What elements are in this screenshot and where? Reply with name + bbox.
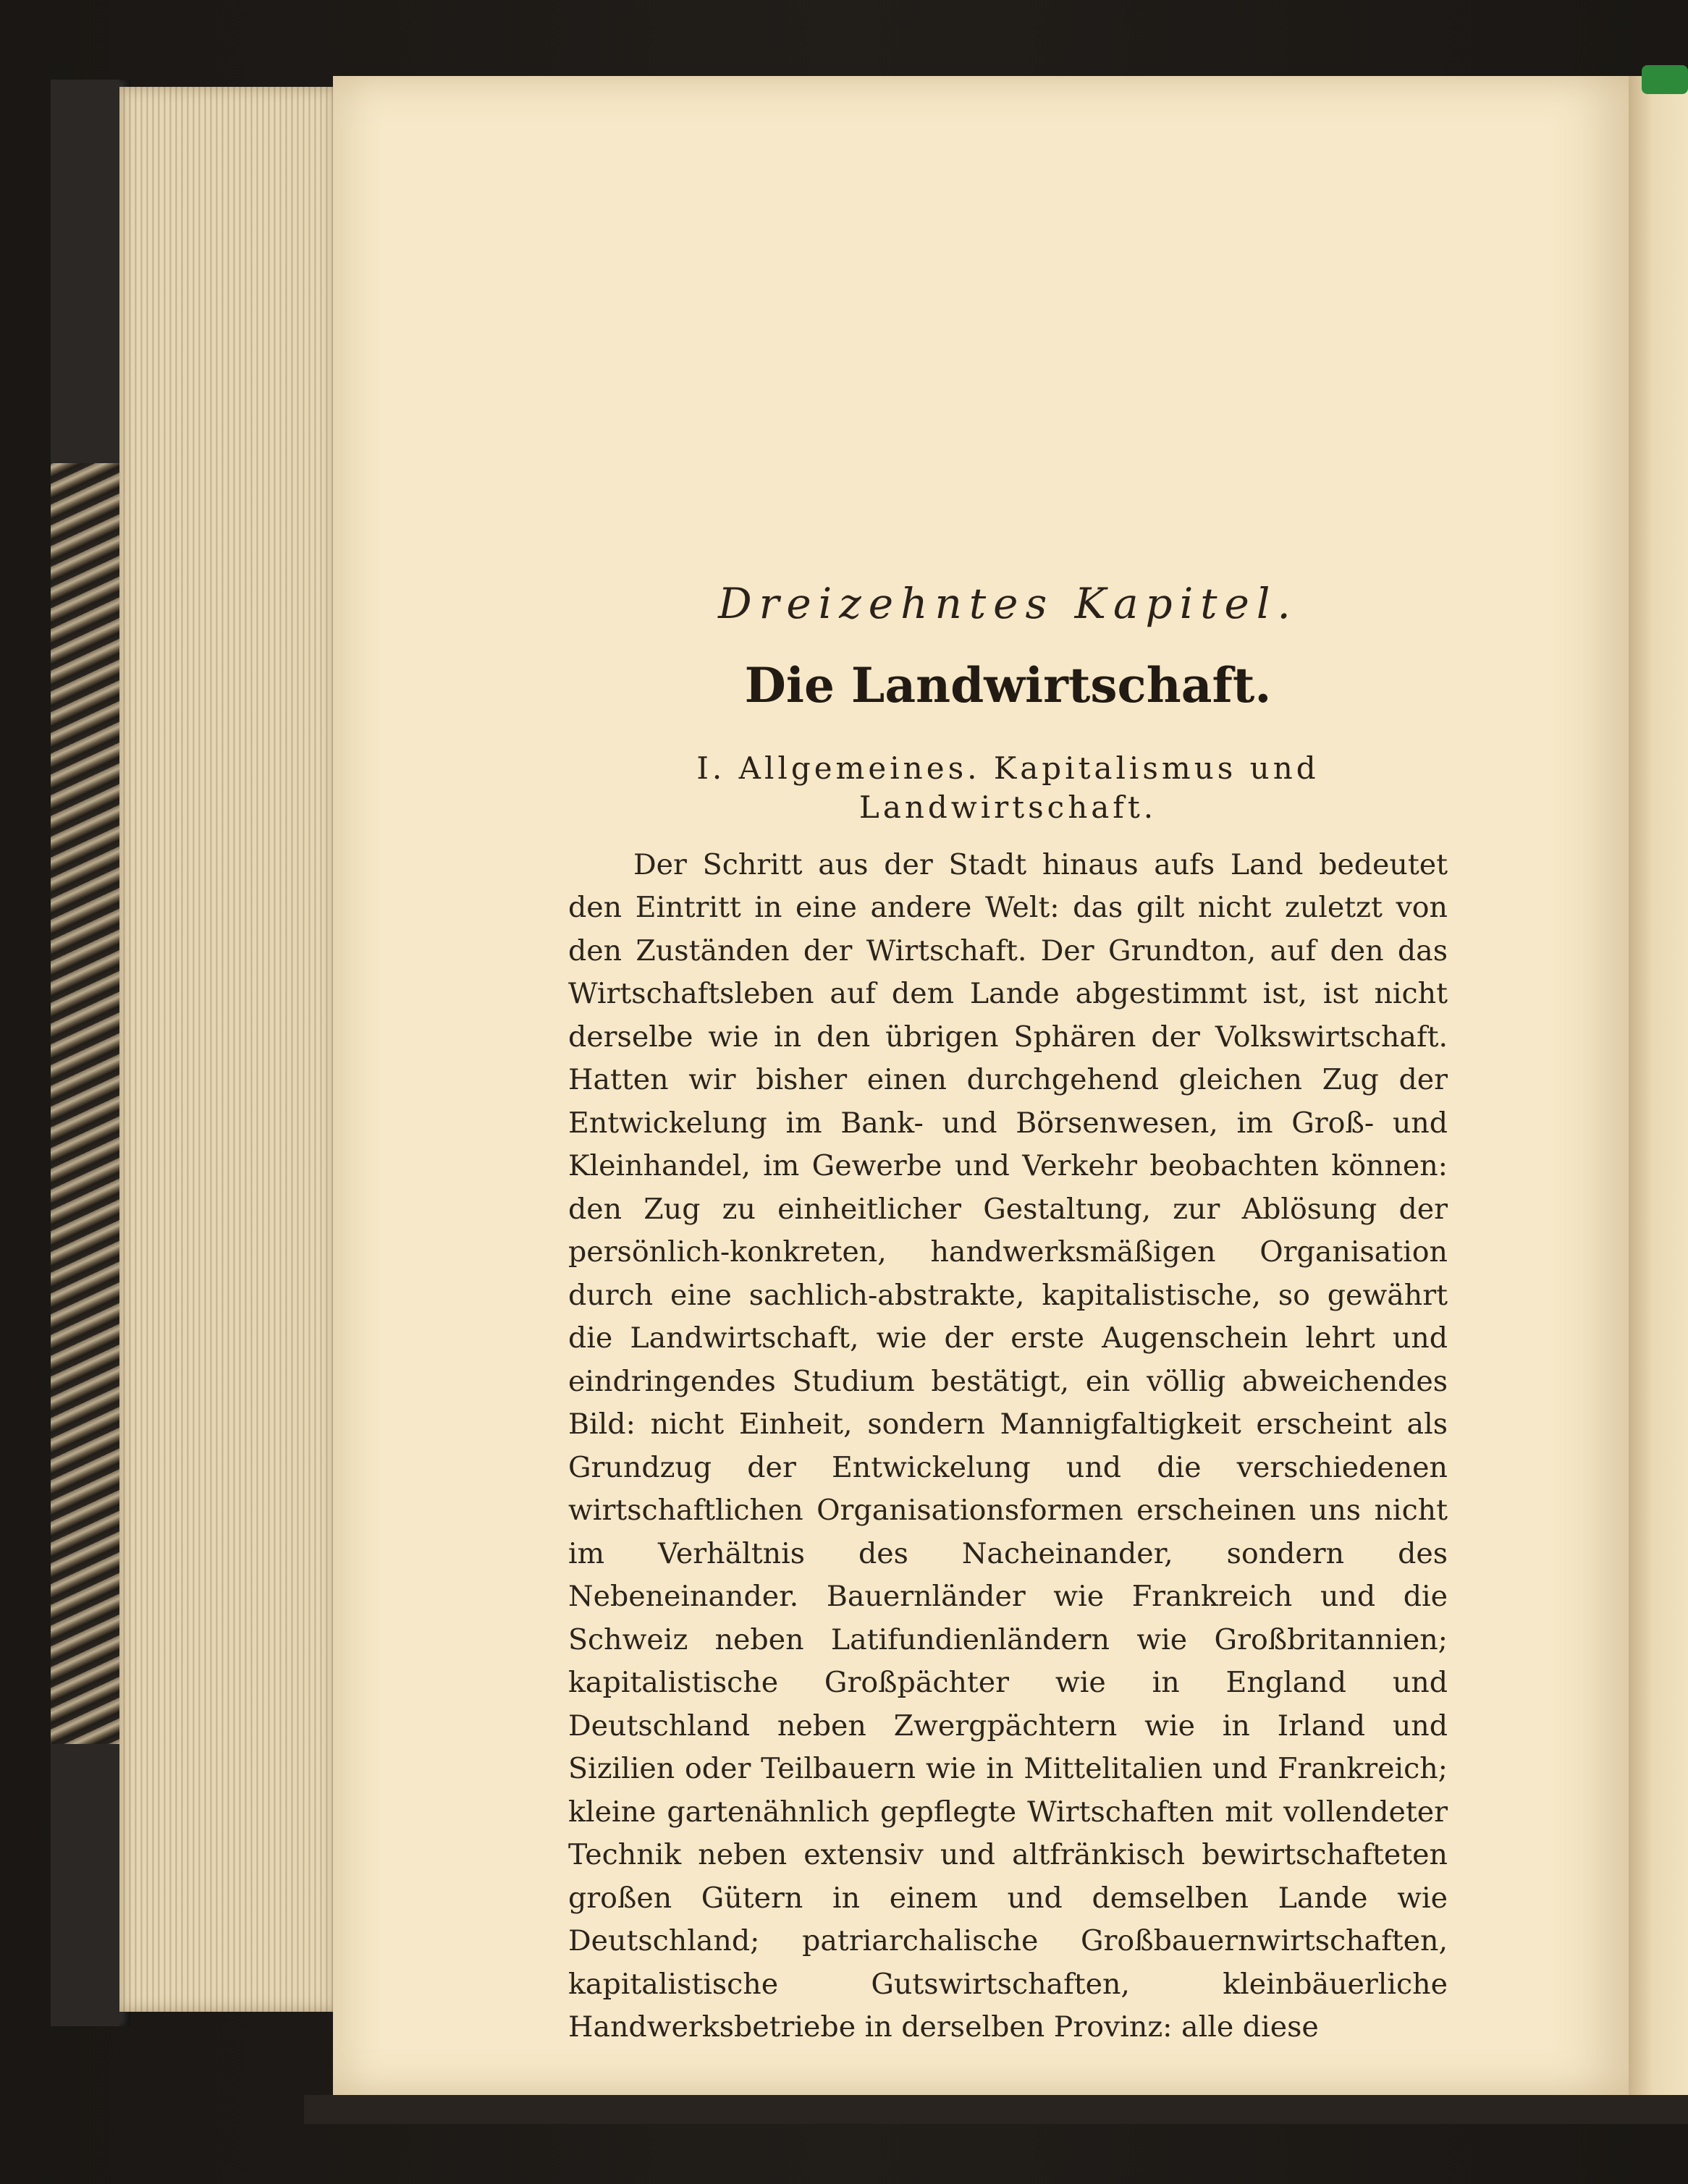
cover-corner-bottom — [51, 1744, 119, 2026]
page-gutter — [1629, 76, 1688, 2095]
bookmark-ribbon — [1642, 65, 1688, 94]
chapter-number: Dreizehntes Kapitel. — [718, 579, 1298, 628]
bottom-shadow — [304, 2095, 1688, 2124]
body-paragraph: Der Schritt aus der Stadt hinaus aufs Land bedeutet den Eintritt in eine andere Welt: das gilt nicht zuletzt von den Zuständen der Wirtschaft. Der Grundton, auf den das Wirtschaftsleben auf dem Lande abgestimmt ist, ist nicht derselbe wie in den übrigen Sphären der Volkswirtschaft. Hatten wir bisher einen durchgehend gleichen Zug der Entwickelung im Bank- und Börsenwesen, im Groß- und Kleinhandel, im Gewerbe und Verkehr beobachten können: den Zug zu einheitlicher Gestaltung, zur Ablösung der persönlich-konkreten, handwerksmäßigen Organisation durch eine sachlich-abstrakte, kapitalistische, so gewährt die Landwirtschaft, wie der erste Augenschein lehrt und eindringendes Studium bestätigt, ein völlig abweichendes Bild: nicht Einheit, sondern Mannigfaltigkeit erscheint als Grundzug der Entwickelung und die verschiedenen wirtschaftlichen Organisationsformen erscheinen uns nicht im Verhältnis des Nacheinander, sondern des Nebeneinander. Bauernländer wie Frankreich und die Schweiz neben Latifundienländern wie Großbritannien; kapitalistische Großpächter wie in England und Deutschland neben Zwergpächtern wie in Irland und Sizilien oder Teilbauern wie in Mittelitalien und Frankreich; kleine gartenähnlich gepflegte Wirtschaften mit vollendeter Technik neben extensiv und altfränkisch bewirtschafteten großen Gütern in einem und demselben Lande wie Deutschland; patriarchalische Großbauernwirtschaften, kapitalistische Gutswirtschaften, kleinbäuerliche Handwerksbetriebe in derselben Provinz: alle diese — [568, 847, 1448, 2044]
chapter-title: Die Landwirtschaft. — [744, 656, 1272, 714]
cover-corner-top — [51, 80, 119, 463]
section-heading: I. Allgemeines. Kapitalismus und Landwirtschaft. — [696, 750, 1320, 826]
marbled-spine — [51, 463, 119, 1744]
page-content — [568, 579, 1448, 2049]
page-edges — [119, 87, 337, 2012]
